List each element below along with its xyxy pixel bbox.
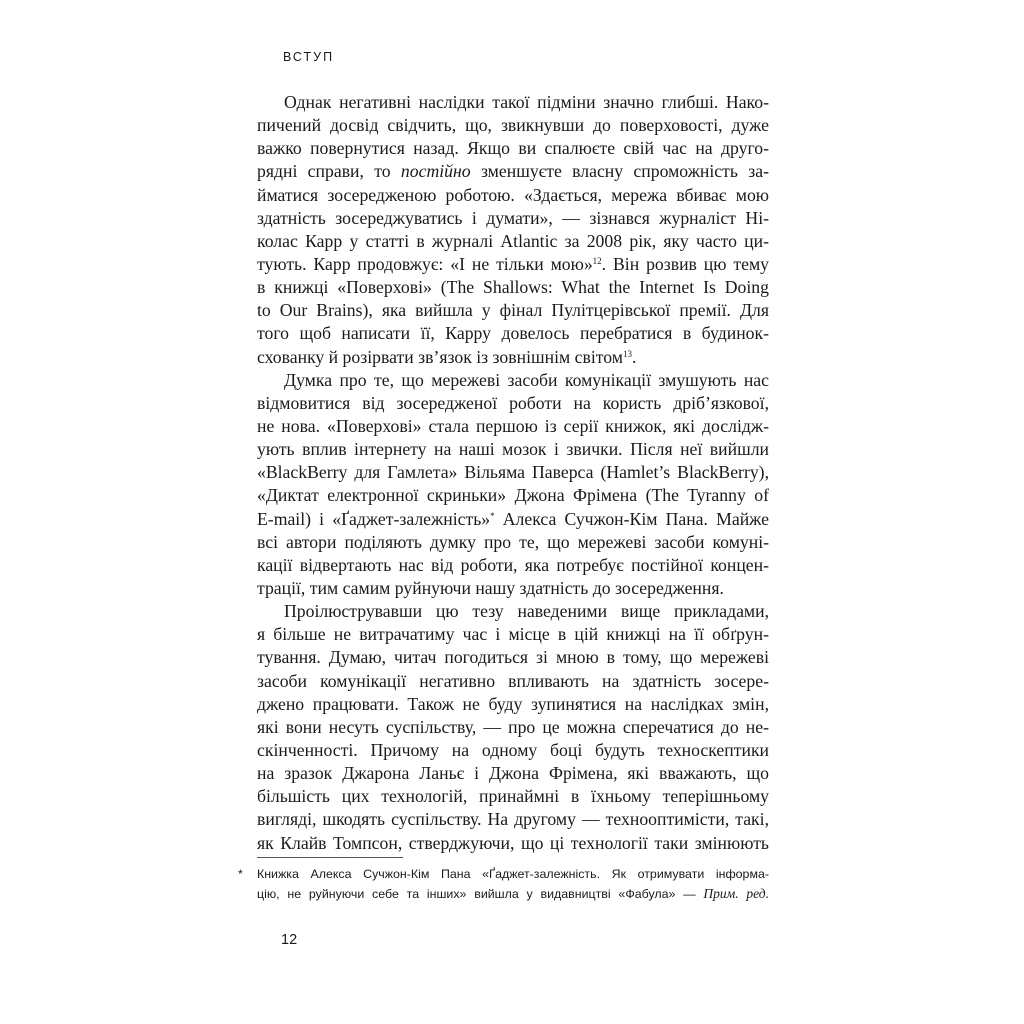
text-line: колас Карр у статті в журналі Atlantic за 2008 рік, яку часто ци-	[257, 230, 769, 251]
endnote-ref-12: 12	[592, 255, 602, 266]
text-fragment: E-mail) і «Ґаджет-залежність»	[257, 508, 491, 529]
text-fragment: зменшуєте власну спроможність за-	[470, 161, 769, 182]
text-line: важко повернутися назад. Якщо ви спалюєте свій час на друго-	[257, 138, 769, 159]
text-line: Думка про те, що мережеві засоби комунікації змушують нас	[284, 369, 769, 390]
text-fragment: рядні справи, то	[257, 161, 401, 182]
text-line	[257, 346, 769, 369]
text-line: Проілюструвавши цю тезу наведеними вище прикладами,	[284, 601, 769, 622]
main-text	[257, 91, 769, 855]
endnote-ref-13: 13	[622, 348, 632, 359]
text-line: кації відвертають нас від роботи, яка потребує постійної концен-	[257, 554, 769, 575]
text-line: не нова. «Поверхові» стала першою із серії книжок, які дослідж-	[257, 415, 769, 436]
text-line: засоби комунікації негативно впливають на здатність зосере-	[257, 670, 769, 691]
text-line: Однак негативні наслідки такої підміни значно глибші. Нако-	[284, 92, 769, 112]
text-line	[257, 160, 769, 183]
footnote-ref-asterisk: *	[490, 510, 495, 521]
text-fragment: . Він розвив цю тему	[601, 253, 769, 274]
text-line: того щоб написати її, Карру довелось перебратися в будинок-	[257, 323, 769, 344]
text-line: відмовитися від зосередженої роботи на користь дріб’язкової,	[257, 392, 769, 413]
text-line: джено працювати. Також не буду зупинятися на наслідках змін,	[257, 693, 769, 714]
text-line: «Диктат електронної скриньки» Джона Фрімена (The Tyranny of	[257, 485, 769, 506]
text-fragment: .	[631, 346, 637, 367]
text-line: трації, тим самим руйнуючи нашу здатність до зосередження.	[257, 577, 724, 598]
text-line: на зразок Джарона Ланьє і Джона Фрімена, які вважають, що	[257, 763, 769, 784]
text-line: тування. Думаю, читач погодиться зі мною в тому, що мережеві	[257, 647, 769, 668]
text-fragment: тують. Карр продовжує: «І не тільки мою»	[257, 253, 593, 274]
text-line: більшість цих технологій, принаймні в їхньому теперішньому	[257, 786, 769, 807]
text-line: вигляді, шкодять суспільству. На другому — технооптимісти, такі,	[257, 809, 769, 830]
text-line: я більше не витрачатиму час і місце в цій книжці на її обґрун-	[257, 624, 769, 645]
text-line: to Our Brains), яка вийшла у фінал Пулітцерівської премії. Для	[257, 300, 769, 321]
editor-note: Прим. ред.	[703, 886, 769, 901]
text-line: «BlackBerry для Гамлета» Вільяма Паверса (Hamlet’s BlackBerry),	[257, 462, 769, 483]
text-line	[257, 253, 769, 276]
footnote-text	[257, 864, 769, 904]
text-line: скінченності. Причому на одному боці будуть техноскептики	[257, 739, 769, 760]
page-number: 12	[281, 932, 298, 948]
running-head: ВСТУП	[283, 50, 335, 64]
text-line: пичений досвід свідчить, що, звикнувши до поверховості, дуже	[257, 115, 769, 136]
footnote-line: Книжка Алекса Сучжон-Кім Пана «Ґаджет-залежність. Як отримувати інформа-	[257, 867, 769, 881]
footnote-marker: *	[238, 867, 243, 881]
text-fragment: Алекса Сучжон-Кім Пана. Майже	[494, 508, 769, 529]
emphasis-word: постійно	[400, 161, 471, 182]
text-fragment: цію, не руйнуючи себе та інших» вийшла у видавництві «Фабула» —	[257, 887, 704, 901]
text-line: ують вплив інтернету на наші мозок і звички. Після неї вийшли	[257, 439, 769, 460]
text-line: як Клайв Томпсон, стверджуючи, що ці технології таки змінюють	[257, 832, 769, 853]
text-line: здатність зосереджуватись і думати», — зізнався журналіст Ні-	[257, 207, 769, 228]
text-line: в книжці «Поверхові» (The Shallows: What the Internet Is Doing	[257, 277, 769, 298]
text-line: які вони несуть суспільству, — про це можна сперечатися до не-	[257, 716, 769, 737]
text-line	[257, 508, 769, 531]
text-line: йматися зосередженою роботою. «Здається, мережа вбиває мою	[257, 184, 769, 205]
text-fragment: схованку й розірвати зв’язок із зовнішнім світом	[257, 346, 623, 367]
footnote-divider	[257, 857, 403, 858]
footnote-line	[257, 884, 769, 904]
text-line: всі автори поділяють думку про те, що мережеві засоби комуні-	[257, 531, 769, 552]
